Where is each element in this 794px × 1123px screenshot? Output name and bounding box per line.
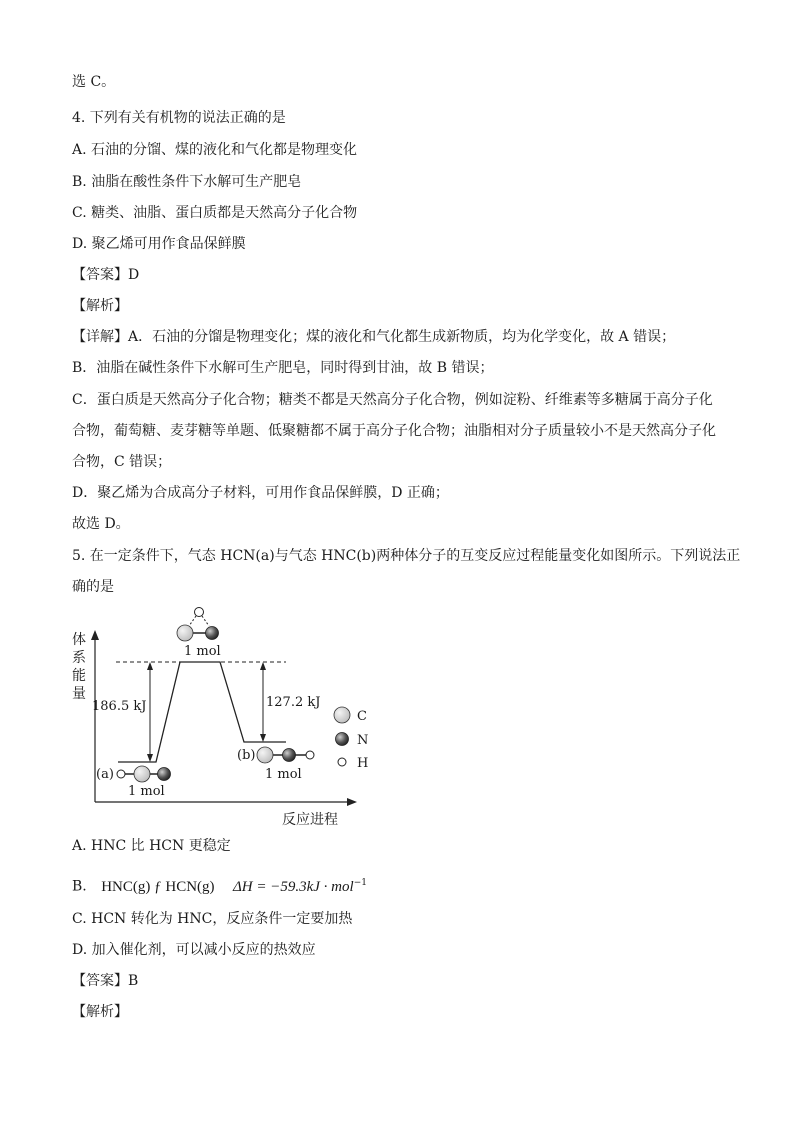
answer-label: 【答案】D: [72, 267, 140, 283]
q5-option-c: C. HCN 转化为 HNC，反应条件一定要加热: [72, 911, 353, 927]
b-n-atom: [283, 749, 296, 762]
arrow-head: [260, 662, 266, 670]
option-a: A. 石油的分馏、煤的液化和气化都是物理变化: [72, 142, 358, 158]
arrow-head: [147, 754, 153, 762]
b-mol-label: 1 mol: [265, 767, 302, 782]
ts-dashed-bond: [202, 616, 209, 626]
analysis-text: 合物，葡萄糖、麦芽糖等单题、低聚糖都不属于高分子化合物；油脂相对分子质量较小不是天然高分子化: [72, 423, 716, 439]
ts-c-atom: [177, 625, 193, 641]
a-label: (a): [96, 767, 114, 782]
answer-label: 【答案】B: [72, 973, 139, 989]
y-axis-label: 体: [72, 632, 86, 648]
y-axis-label: 量: [72, 686, 86, 702]
analysis-label: 【解析】: [72, 1004, 128, 1020]
x-axis-label: 反应进程: [282, 812, 338, 828]
energy-right-label: 127.2 kJ: [266, 695, 321, 710]
ts-dashed-bond: [189, 616, 196, 626]
y-axis-label: 系: [72, 650, 86, 666]
analysis-label: 【解析】: [72, 298, 128, 314]
option-d: D. 聚乙烯可用作食品保鲜膜: [72, 236, 246, 252]
x-axis-arrow: [347, 798, 357, 806]
reaction-equation: HNC(g) ƒ HCN(g): [101, 878, 215, 895]
legend-h-atom: [338, 758, 346, 766]
y-axis-label: 能: [72, 668, 86, 684]
question-5-stem: 确的是: [72, 579, 114, 595]
analysis-text: B．油脂在碱性条件下水解可生产肥皂，同时得到甘油，故 B 错误；: [72, 360, 494, 376]
ts-n-atom: [206, 627, 219, 640]
legend-n-label: N: [357, 733, 369, 748]
b-h-atom: [306, 751, 314, 759]
analysis-text: 【详解】A．石油的分馏是物理变化；煤的液化和气化都生成新物质，均为化学变化，故 A 错误；: [72, 329, 676, 345]
analysis-text: D．聚乙烯为合成高分子材料，可用作食品保鲜膜，D 正确；: [72, 485, 449, 501]
a-mol-label: 1 mol: [128, 784, 165, 799]
q5-option-d: D. 加入催化剂，可以减小反应的热效应: [72, 942, 316, 958]
a-h-atom: [117, 770, 125, 778]
enthalpy-change: ΔH = −59.3kJ · mol: [232, 878, 354, 895]
energy-left-label: 186.5 kJ: [92, 699, 147, 714]
option-c: C. 糖类、油脂、蛋白质都是天然高分子化合物: [72, 205, 358, 221]
q5-option-b: [72, 872, 367, 898]
legend-n-atom: [336, 733, 349, 746]
question-5-stem: 5. 在一定条件下，气态 HCN(a)与气态 HNC(b)两种体分子的互变反应过程能量变化如图所示。下列说法正: [72, 548, 741, 564]
ts-h-atom: [195, 608, 204, 617]
legend-c-atom: [334, 707, 350, 723]
analysis-text: C．蛋白质是天然高分子化合物；糖类不都是天然高分子化合物，例如淀粉、纤维素等多糖属于高分子化: [72, 392, 713, 408]
analysis-text: 合物，C 错误；: [72, 454, 172, 470]
ts-mol-label: 1 mol: [184, 644, 221, 659]
question-4-stem: 4. 下列有关有机物的说法正确的是: [72, 110, 286, 126]
analysis-conclusion: 故选 D。: [72, 516, 130, 532]
option-b: B. 油脂在酸性条件下水解可生产肥皂: [72, 174, 302, 190]
legend-h-label: H: [357, 756, 369, 771]
q5-option-a: A. HNC 比 HCN 更稳定: [72, 838, 231, 854]
a-n-atom: [158, 768, 171, 781]
a-c-atom: [134, 766, 150, 782]
arrow-head: [147, 662, 153, 670]
b-label: (b): [237, 748, 256, 763]
energy-diagram: [60, 596, 400, 832]
text-line: 选 C。: [72, 74, 116, 90]
b-c-atom: [257, 747, 273, 763]
option-b-prefix: B.: [72, 878, 87, 895]
y-axis-arrow: [91, 630, 99, 640]
legend-c-label: C: [357, 709, 367, 724]
legend: [334, 707, 368, 771]
arrow-head: [260, 734, 266, 742]
enthalpy-exponent: −1: [353, 878, 367, 888]
